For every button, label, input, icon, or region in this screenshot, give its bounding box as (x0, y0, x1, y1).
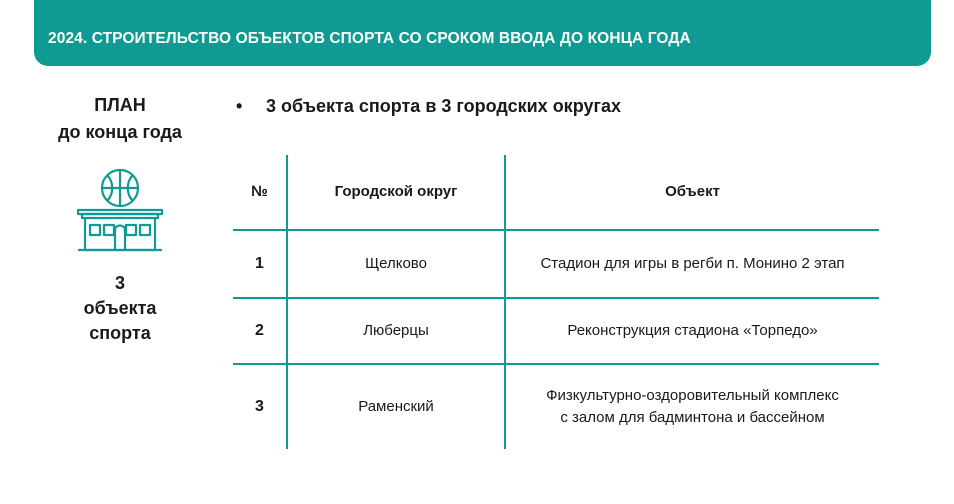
object-count-label-line1: объекта (83, 298, 157, 318)
table-row-2-object (506, 299, 879, 363)
page-title: 2024. СТРОИТЕЛЬСТВО ОБЪЕКТОВ СПОРТА СО СРОКОМ ВВОДА ДО КОНЦА ГОДА (48, 30, 691, 47)
table-row-2-district: Люберцы (363, 322, 429, 339)
table-row-3-object-line1: Физкультурно-оздоровительный комплекс (546, 387, 839, 404)
summary-line (236, 96, 621, 117)
column-header-number: № (251, 183, 268, 200)
column-header-district: Городской округ (334, 183, 458, 200)
table-row-3-object (506, 365, 879, 449)
table-row-2-object-line1: Реконструкция стадиона «Торпедо» (567, 322, 818, 339)
plan-title-line2: до конца года (58, 122, 182, 142)
table-row-1-object-line1: Стадион для игры в регби п. Монино 2 этап (540, 255, 845, 272)
table-row-1-district: Щелково (365, 255, 427, 272)
bullet-icon: • (236, 96, 243, 116)
plan-title-line1: ПЛАН (94, 95, 146, 115)
table-row-3-number: 3 (255, 398, 264, 415)
column-header-object: Объект (665, 183, 720, 200)
objects-table (233, 155, 879, 449)
summary-text: 3 объекта спорта в 3 городских округах (266, 96, 621, 116)
sports-building-icon (76, 168, 164, 252)
plan-panel (40, 92, 200, 146)
header-bar (34, 0, 931, 66)
object-count (40, 271, 200, 346)
table-row-1-number: 1 (255, 255, 264, 272)
table-row-2-number: 2 (255, 322, 264, 339)
table-row-3-object-line2: с залом для бадминтона и бассейном (560, 409, 825, 426)
object-count-number: 3 (114, 273, 125, 293)
object-count-label-line2: спорта (89, 323, 151, 343)
table-row-3-district: Раменский (358, 398, 434, 415)
table-row-1-object (506, 231, 879, 297)
